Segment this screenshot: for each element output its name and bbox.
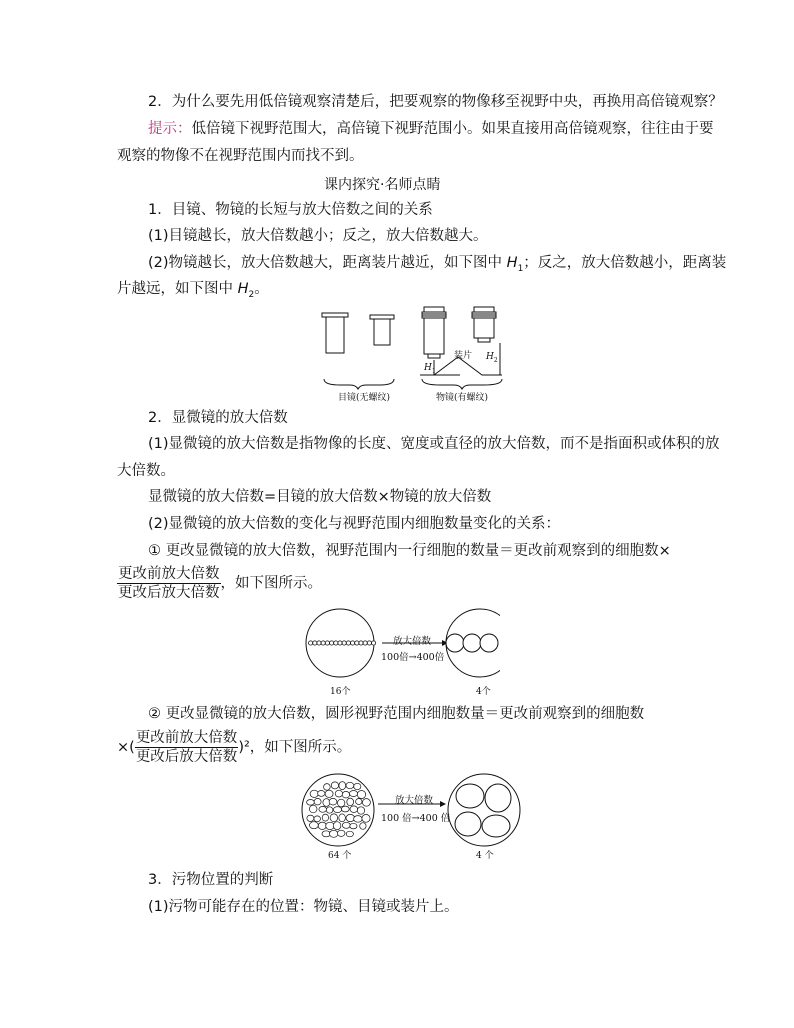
objective-short xyxy=(472,307,496,342)
cell xyxy=(334,641,338,645)
cell xyxy=(346,814,355,821)
cell xyxy=(354,783,361,789)
eyepiece-brace xyxy=(324,379,394,389)
eyepiece-short xyxy=(370,315,394,345)
cell xyxy=(318,822,326,829)
section-title: 课内探究·名师点睛 xyxy=(324,177,441,193)
sub: 2 xyxy=(248,289,255,300)
rule-1-text: ① 更改显微镜的放大倍数，视野范围内一行细胞的数量＝更改前观察到的细胞数× xyxy=(148,543,671,559)
cell xyxy=(333,822,341,830)
cell xyxy=(331,782,338,789)
eyepiece-caption: 目镜(无螺纹) xyxy=(338,393,391,403)
cell xyxy=(351,641,355,645)
cell xyxy=(346,831,353,837)
cell-cluster-large xyxy=(455,784,511,837)
cell xyxy=(372,641,376,645)
cell xyxy=(338,799,345,807)
section-2-p1-line-2: 大倍数。 xyxy=(117,463,175,479)
cell xyxy=(335,790,342,797)
hint-text-1: 低倍镜下视野范围大，高倍镜下视野范围小。如果直接用高倍镜观察，往往由于要 xyxy=(191,121,714,137)
cell xyxy=(319,806,327,812)
denominator: 更改后放大倍数 xyxy=(118,585,220,601)
cell xyxy=(357,807,364,814)
times-paren: ×( xyxy=(117,739,135,756)
cell xyxy=(337,830,345,836)
text: )²，如下图所示。 xyxy=(238,739,352,756)
cell xyxy=(322,814,328,821)
objective-brace xyxy=(422,379,502,389)
rule-2-fraction xyxy=(135,729,239,766)
cell xyxy=(350,806,358,813)
numerator: 更改前放大倍数 xyxy=(118,566,220,582)
cell-row-large xyxy=(446,634,498,652)
fig2-arrow-range: 100倍→400倍 xyxy=(381,652,445,663)
cell xyxy=(338,641,342,645)
section-3-heading: 3．污物位置的判断 xyxy=(148,872,274,888)
text: ；反之，放大倍数越小，距离装 xyxy=(523,255,727,271)
cell xyxy=(356,799,362,805)
cell xyxy=(339,782,346,790)
h1-label xyxy=(424,363,436,375)
cell-row-small xyxy=(309,641,376,645)
magnification-formula: 显微镜的放大倍数=目镜的放大倍数×物镜的放大倍数 xyxy=(148,489,492,505)
text: 。 xyxy=(254,281,269,297)
h2-var: H xyxy=(486,352,494,362)
fig2-left-count: 16个 xyxy=(330,687,351,697)
cell xyxy=(314,798,321,805)
cell xyxy=(346,782,354,788)
cell xyxy=(333,807,341,813)
cell xyxy=(330,641,334,645)
section-1-heading: 1．目镜、物镜的长短与放大倍数之间的关系 xyxy=(148,202,433,218)
cell xyxy=(362,815,370,823)
cell xyxy=(355,641,359,645)
fig3-arrow-label: 放大倍数 xyxy=(395,795,434,806)
fig3-left-count: 64 个 xyxy=(328,851,352,861)
cell xyxy=(309,641,313,645)
hint-line-2: 观察的物像不在视野范围内而找不到。 xyxy=(117,148,364,164)
section-2-p1-line-1: (1)显微镜的放大倍数是指物像的长度、宽度或直径的放大倍数，而不是指面积或体积的放 xyxy=(148,436,720,452)
numerator: 更改前放大倍数 xyxy=(135,730,238,746)
rule-1-fraction-line xyxy=(117,565,322,602)
cell xyxy=(342,822,350,828)
var-h: H xyxy=(237,281,249,297)
section-3-p1: (1)污物可能存在的位置：物镜、目镜或装片上。 xyxy=(148,899,459,915)
cell xyxy=(317,641,321,645)
slide-label: 装片 xyxy=(454,351,473,361)
cell xyxy=(341,806,349,812)
question-2: 2．为什么要先用低倍镜观察清楚后，把要观察的物像移至视野中央，再换用高倍镜观察？ xyxy=(148,94,723,110)
h2-label xyxy=(486,352,498,364)
section-2-heading: 2．显微镜的放大倍数 xyxy=(148,410,288,426)
var-h: H xyxy=(506,255,518,271)
cell xyxy=(342,641,346,645)
cell xyxy=(310,822,319,829)
cell xyxy=(346,641,350,645)
cell xyxy=(325,790,333,797)
cell xyxy=(321,641,325,645)
arrow-head xyxy=(440,801,446,807)
fig2-right-count: 4个 xyxy=(476,687,491,697)
fig3-right-count: 4 个 xyxy=(476,851,494,861)
cell xyxy=(314,816,321,822)
h1-sub: 1 xyxy=(431,367,436,375)
objective-long xyxy=(422,307,446,358)
cell xyxy=(325,641,329,645)
cell xyxy=(359,641,363,645)
rule-1-fraction xyxy=(117,565,221,602)
text: ，如下图所示。 xyxy=(220,575,322,592)
cell xyxy=(310,790,318,797)
cell xyxy=(367,641,371,645)
cell xyxy=(326,807,333,813)
hint-label: 提示： xyxy=(148,121,192,137)
h1-var: H xyxy=(424,363,432,373)
cell xyxy=(329,798,337,805)
cell xyxy=(307,800,315,806)
cell-cluster-small xyxy=(307,782,371,838)
text: (2)物镜越长，放大倍数越大，距离装片越近，如下图中 xyxy=(148,255,507,271)
denominator: 更改后放大倍数 xyxy=(135,749,238,765)
cell xyxy=(329,830,338,837)
objective-caption: 物镜(有螺纹) xyxy=(436,393,489,403)
cell xyxy=(363,641,367,645)
cell xyxy=(362,799,370,807)
fig3-arrow-range: 100 倍→400 倍 xyxy=(381,813,451,824)
h2-sub: 2 xyxy=(493,356,498,364)
cell xyxy=(339,814,346,822)
cell xyxy=(349,791,357,797)
cell xyxy=(330,814,338,822)
sub: 1 xyxy=(517,263,524,274)
cell xyxy=(309,805,317,813)
cell xyxy=(350,823,357,829)
text: 片越远，如下图中 xyxy=(117,281,238,297)
cell xyxy=(357,791,365,799)
rule-2-fraction-line xyxy=(117,729,351,766)
cell xyxy=(354,816,363,823)
eyepiece-long xyxy=(322,313,348,353)
section-1-p2-line-2 xyxy=(117,279,269,305)
cell xyxy=(360,823,366,830)
cell xyxy=(318,791,325,797)
hint-line-1 xyxy=(148,119,714,139)
field-after xyxy=(448,774,520,846)
fig2-arrow-label: 放大倍数 xyxy=(393,636,432,647)
rule-2-text: ② 更改显微镜的放大倍数，圆形视野范围内细胞数量＝更改前观察到的细胞数 xyxy=(148,706,645,722)
cell xyxy=(347,798,354,806)
cell xyxy=(342,791,349,798)
cell xyxy=(324,784,331,791)
section-1-p1: (1)目镜越长，放大倍数越小；反之，放大倍数越大。 xyxy=(148,228,488,244)
cell xyxy=(307,815,314,821)
section-1-p2-line-1 xyxy=(148,253,726,279)
cell xyxy=(313,641,317,645)
section-2-p2: (2)显微镜的放大倍数的变化与视野范围内细胞数量变化的关系： xyxy=(148,516,561,532)
